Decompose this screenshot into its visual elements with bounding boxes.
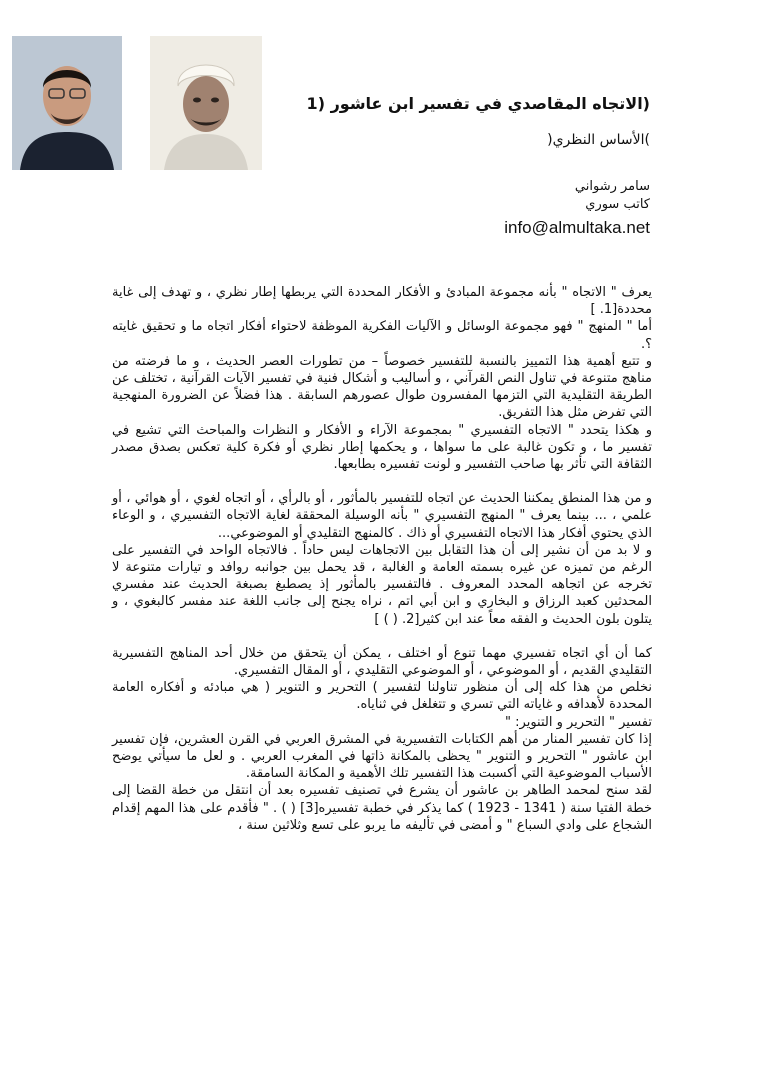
paragraph: أما " المنهج " فهو مجموعة الوسائل و الآليات الفكرية الموظفة لاحتواء أفكار اتجاه ما و تحقيق غايته ؟.	[112, 319, 652, 352]
paragraph: إذا كان تفسير المنار من أهم الكتابات التفسيرية في المشرق العربي في القرن العشرين، فإن تفسير ابن عاشور " التحرير و التنوير " يحظى بالمكانة ذاتها في المغرب العربي . و لعل ما سيأتي يوضح الأسباب الموضوعية التي أكسبت هذا التفسير تلك الأهمية و المكانة السامقة.	[112, 731, 652, 782]
section-heading: تفسير " التحرير و التنوير: "	[505, 714, 652, 730]
ibn-ashur-photo	[150, 36, 262, 170]
author-block	[575, 178, 650, 214]
article-subtitle: )الأساس النظري(	[547, 132, 650, 148]
paragraph: و هكذا يتحدد " الاتجاه التفسيري " بمجموعة الآراء و الأفكار و النظرات والمباحث التي تشيع في تفسير ما ، و تكون غالبة على ما سواها ، و يحكمها إطار نظري أو فكرة كلية تعكس بصدق مصدر الثقافة التي تأثر بها صاحب التفسير و لونت تفسيره بطابعها.	[112, 422, 652, 473]
author-photo	[12, 36, 122, 170]
paragraph: لقد سنح لمحمد الطاهر بن عاشور أن يشرع في تصنيف تفسيره بعد أن انتقل من خطة القضا إلى خطة الفتيا سنة ( 1341 - 1923 ) كما يذكر في خطبة تفسيره[3] ( ) . " فأقدم على هذا المهم إقدام الشجاع على وادي السباع " و أمضى في تأليفه ما يربو على تسع وثلاثين سنة ،	[112, 783, 652, 833]
author-name: سامر رشواني	[574, 179, 650, 194]
article-title: (الاتجاه المقاصدي في تفسير ابن عاشور (1	[306, 94, 650, 113]
article-body	[112, 284, 652, 834]
paragraph: نخلص من هذا كله إلى أن منظور تناولنا لتفسير ) التحرير و التنوير ( هي مبادئه و أفكاره العامة المحددة لأهدافه و غاياته التي تسري و تتغلغل في ثناياه.	[112, 680, 652, 713]
paragraph: و لا بد من أن نشير إلى أن هذا التقابل بين الاتجاهات ليس حاداً . فالاتجاه الواحد في التفسير على الرغم من تميزه عن غيره بسمته العامة و الغالبة ، قد يحمل بين جوانبه روافد و تيارات متنوعة لا تخرجه عن اتجاهه المحدد المعروف . فالتفسير بالمأثور إذ يصطبغ بصبغة الحديث عند مفسري المحدثين كعبد الرزاق و البخاري و ابن أبي اتم ، نراه يجنح إلى جانب اللغة عند مفسر كالبغوي ، و يتلون بلون الحديث و الفقه معاً عند ابن كثير[2. ( ) ]	[112, 542, 652, 627]
contact-email[interactable]: info@almultaka.net	[504, 218, 650, 237]
paragraph: و من هذا المنطق يمكننا الحديث عن اتجاه للتفسير بالمأثور ، أو بالرأي ، أو اتجاه لغوي ، أو هوائي ، أو علمي ، ... بينما يعرف " المنهج التفسيري " بأنه الوسيلة المحققة لغاية الاتجاه التفسيري ، و الوعاء الذي يحتوي أفكار هذا الاتجاه التفسيري أو ذاك . كالمنهج التقليدي أو الموضوعي...	[112, 491, 652, 541]
author-role: كاتب سوري	[585, 197, 650, 212]
paragraph: كما أن أي اتجاه تفسيري مهما تنوع أو اختلف ، يمكن أن يتحقق من خلال أحد المناهج التفسيرية التقليدي القديم ، أو الموضوعي ، أو الموضوعي التقليدي ، أو المقال التفسيري.	[112, 645, 652, 679]
paragraph: يعرف " الاتجاه " بأنه مجموعة المبادئ و الأفكار المحددة التي يربطها إطار نظري ، و تهدف إلى غاية محددة[1. ]	[112, 285, 652, 318]
paragraph: و تتبع أهمية هذا التمييز بالنسبة للتفسير خصوصاً – من تطورات العصر الحديث ، و ما فرضته من مناهج متنوعة في تناول النص القرآني ، و أساليب و أشكال فنية في تفسير الآيات القرآنية ، تختلف عن الطريقة التقليدية التي التزمها المفسرون طوال عصورهم السابقة . هذا فضلاً عن الضرورة المنهجية التي تفرض مثل هذا التفريق.	[112, 353, 652, 421]
